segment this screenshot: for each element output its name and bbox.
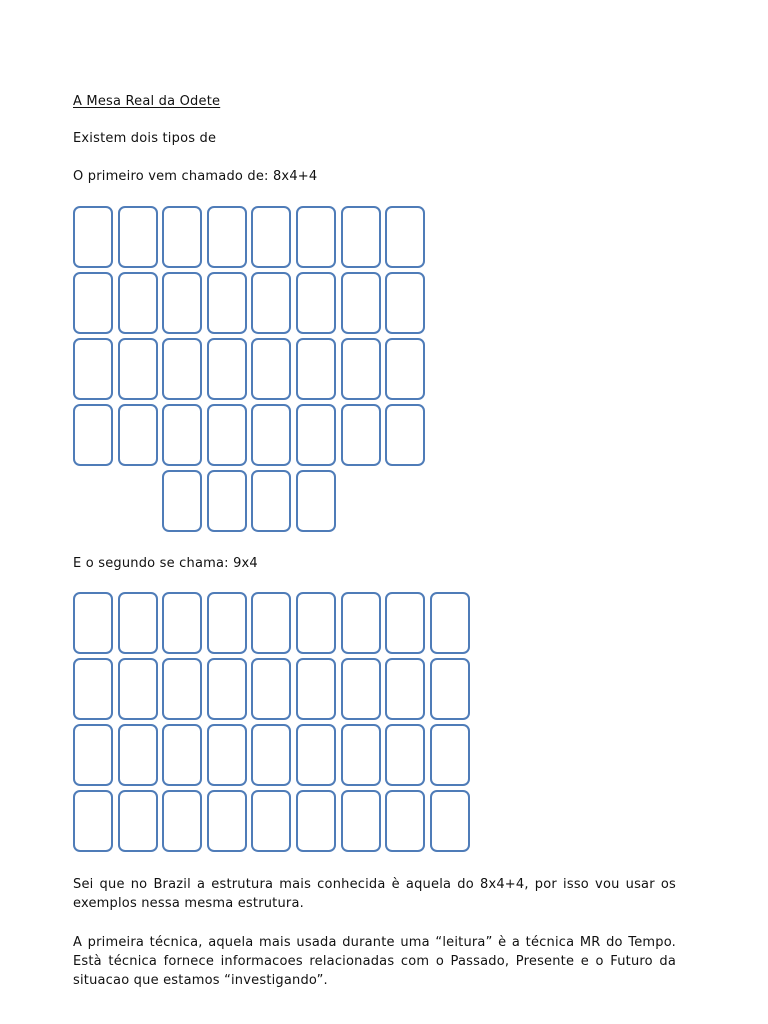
first-layout-label: O primeiro vem chamado de: 8x4+4 [73, 169, 318, 184]
card-slot [118, 272, 158, 334]
card-slot [207, 338, 247, 400]
card-slot [430, 592, 470, 654]
card-slot [118, 724, 158, 786]
card-slot [118, 790, 158, 852]
card-slot [296, 790, 336, 852]
card-slot [296, 272, 336, 334]
card-slot [251, 592, 291, 654]
card-slot [296, 338, 336, 400]
card-slot [251, 724, 291, 786]
card-slot [385, 404, 425, 466]
card-slot [296, 658, 336, 720]
card-slot [430, 658, 470, 720]
card-slot [341, 658, 381, 720]
card-slot [73, 790, 113, 852]
card-slot [296, 206, 336, 268]
card-slot [162, 272, 202, 334]
card-slot [118, 658, 158, 720]
card-slot [118, 206, 158, 268]
card-slot [341, 272, 381, 334]
card-slot [251, 206, 291, 268]
card-slot [162, 658, 202, 720]
card-slot [385, 592, 425, 654]
card-slot [207, 206, 247, 268]
card-slot [118, 592, 158, 654]
card-slot [162, 338, 202, 400]
card-slot [385, 338, 425, 400]
card-slot [385, 790, 425, 852]
card-slot [207, 592, 247, 654]
paragraph-structure: Sei que no Brazil a estrutura mais conhecida è aquela do 8x4+4, por isso vou usar os exemplos nessa mesma estrutura. [73, 877, 676, 911]
card-slot [385, 724, 425, 786]
card-slot [73, 658, 113, 720]
second-layout-label: E o segundo se chama: 9x4 [73, 556, 258, 571]
card-slot [341, 592, 381, 654]
card-slot [207, 272, 247, 334]
card-slot [207, 658, 247, 720]
extra-card-slot [296, 470, 336, 532]
card-slot [251, 272, 291, 334]
card-slot [430, 724, 470, 786]
card-slot [73, 404, 113, 466]
card-slot [207, 790, 247, 852]
card-slot [162, 592, 202, 654]
card-slot [385, 206, 425, 268]
card-grid-8x4-plus-4 [73, 206, 433, 538]
card-slot [430, 790, 470, 852]
card-slot [341, 206, 381, 268]
card-slot [118, 404, 158, 466]
card-slot [251, 404, 291, 466]
extra-card-slot [251, 470, 291, 532]
card-slot [207, 724, 247, 786]
card-slot [385, 272, 425, 334]
extra-card-slot [162, 470, 202, 532]
card-slot [296, 724, 336, 786]
card-slot [162, 206, 202, 268]
card-slot [341, 404, 381, 466]
card-slot [251, 658, 291, 720]
card-slot [251, 790, 291, 852]
card-slot [341, 724, 381, 786]
card-slot [118, 338, 158, 400]
card-slot [162, 724, 202, 786]
card-slot [296, 592, 336, 654]
card-slot [341, 338, 381, 400]
extra-card-slot [207, 470, 247, 532]
card-slot [73, 206, 113, 268]
intro-text: Existem dois tipos de [73, 131, 217, 146]
card-slot [341, 790, 381, 852]
card-grid-9x4 [73, 592, 477, 860]
card-slot [207, 404, 247, 466]
card-slot [73, 338, 113, 400]
card-slot [251, 338, 291, 400]
card-slot [73, 724, 113, 786]
card-slot [162, 790, 202, 852]
card-slot [385, 658, 425, 720]
paragraph-technique: A primeira técnica, aquela mais usada durante uma “leitura” è a técnica MR do Tempo. Està técnica fornece informacoes relacionadas com o Passado, Presente e o Futuro da situacao que estamos “investigando”. [73, 935, 676, 988]
document-title: A Mesa Real da Odete [73, 94, 221, 109]
card-slot [73, 592, 113, 654]
card-slot [296, 404, 336, 466]
card-slot [162, 404, 202, 466]
card-slot [73, 272, 113, 334]
